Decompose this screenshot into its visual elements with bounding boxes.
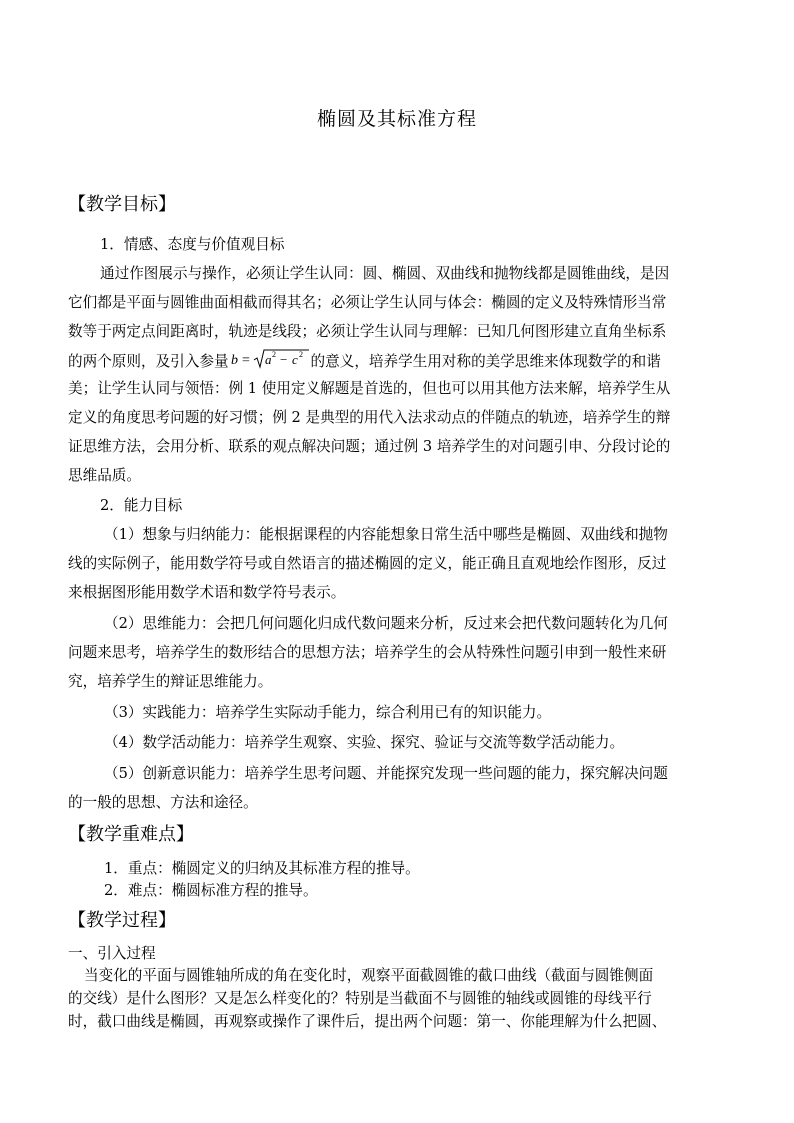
paragraph-line: 的一般的思想、方法和途径。 — [68, 794, 258, 811]
formula-b: b — [230, 353, 238, 368]
formula-equals: = — [241, 353, 250, 368]
paragraph-line: 美；让学生认同与领悟：例 1 使用定义解题是首选的，但也可以用其他方法来解，培养学生从 — [68, 380, 671, 397]
paragraph-line: （3）实践能力：培养学生实际动手能力，综合利用已有的知识能力。 — [104, 704, 552, 721]
document-title: 椭圆及其标准方程 — [316, 108, 477, 130]
paragraph-line: （2）思维能力：会把几何问题化归成代数问题来分析，反过来会把代数问题转化为几何 — [104, 615, 668, 632]
paragraph-line: （5）创新意识能力：培养学生思考问题、并能探究发现一些问题的能力，探究解决问题 — [104, 765, 668, 782]
formula-a: a — [264, 352, 272, 367]
paragraph-line: 通过作图展示与操作，必须让学生认同：圆、椭圆、双曲线和抛物线都是圆锥曲线，是因 — [100, 265, 670, 282]
formula-exp-c: 2 — [298, 350, 303, 359]
formula-b-equals-sqrt — [229, 348, 311, 370]
paragraph-line: 数等于两定点间距离时，轨迹是线段；必须让学生认同与理解：已知几何图形建立直角坐标系 — [68, 323, 667, 340]
paragraph-line: 它们都是平面与圆锥曲面相截而得其名；必须让学生认同与体会：椭圆的定义及特殊情形当常 — [68, 294, 667, 311]
paragraph-line: 2．难点：椭圆标准方程的推导。 — [104, 882, 318, 899]
section-heading-teaching-goals: 【教学目标】 — [68, 194, 176, 215]
paragraph-line: （1）想象与归纳能力：能根据课程的内容能想象日常生活中哪些是椭圆、双曲线和抛物 — [104, 526, 668, 543]
paragraph-line: （4）数学活动能力：培养学生观察、实验、探究、验证与交流等数学活动能力。 — [104, 734, 625, 751]
section-heading-teaching-process: 【教学过程】 — [68, 910, 176, 931]
paragraph-line: 时，截口曲线是椭圆，再观察或操作了课件后，提出两个问题：第一、你能理解为什么把圆、 — [68, 1013, 667, 1030]
subsection-heading-intro: 一、引入过程 — [68, 945, 156, 962]
paragraph-line: 1．重点：椭圆定义的归纳及其标准方程的推导。 — [104, 860, 420, 877]
paragraph-line: 定义的角度思考问题的好习惯；例 2 是典型的用代入法求动点的伴随点的轨迹，培养学生的辩 — [68, 409, 671, 426]
paragraph-line: 究，培养学生的辩证思维能力。 — [68, 673, 273, 690]
paragraph-line: 线的实际例子，能用数学符号或自然语言的描述椭圆的定义，能正确且直观地绘作图形，反过 — [68, 555, 667, 572]
paragraph-line: 的交线）是什么图形？又是怎么样变化的？特别是当截面不与圆锥的轴线或圆锥的母线平行 — [68, 990, 652, 1007]
paragraph-text: 的意义，培养学生用对称的美学思维来体现数学的和谐 — [310, 353, 661, 370]
formula-c: c — [291, 352, 298, 367]
paragraph-line: 当变化的平面与圆锥轴所成的角在变化时，观察平面截圆锥的截口曲线（截面与圆锥侧面 — [84, 967, 654, 984]
subsection-heading-attitude-goals: 1．情感、态度与价值观目标 — [100, 236, 285, 253]
paragraph-line: 证思维方法，会用分析、联系的观点解决问题；通过例 3 培养学生的对问题引申、分段讨论的 — [68, 438, 671, 455]
section-heading-key-points: 【教学重难点】 — [68, 824, 194, 845]
paragraph-line: 来根据图形能用数学术语和数学符号表示。 — [68, 584, 346, 601]
paragraph-text: 的两个原则，及引入参量 — [68, 353, 229, 370]
formula-exp-a: 2 — [271, 350, 276, 359]
formula-minus: − — [279, 352, 287, 367]
paragraph-line: 思维品质。 — [68, 467, 141, 484]
paragraph-line: 问题来思考，培养学生的数形结合的思想方法；培养学生的会从特殊性问题引申到一般性来研 — [68, 644, 667, 661]
paragraph-line-with-formula — [68, 348, 661, 371]
subsection-heading-ability-goals: 2．能力目标 — [100, 497, 183, 514]
